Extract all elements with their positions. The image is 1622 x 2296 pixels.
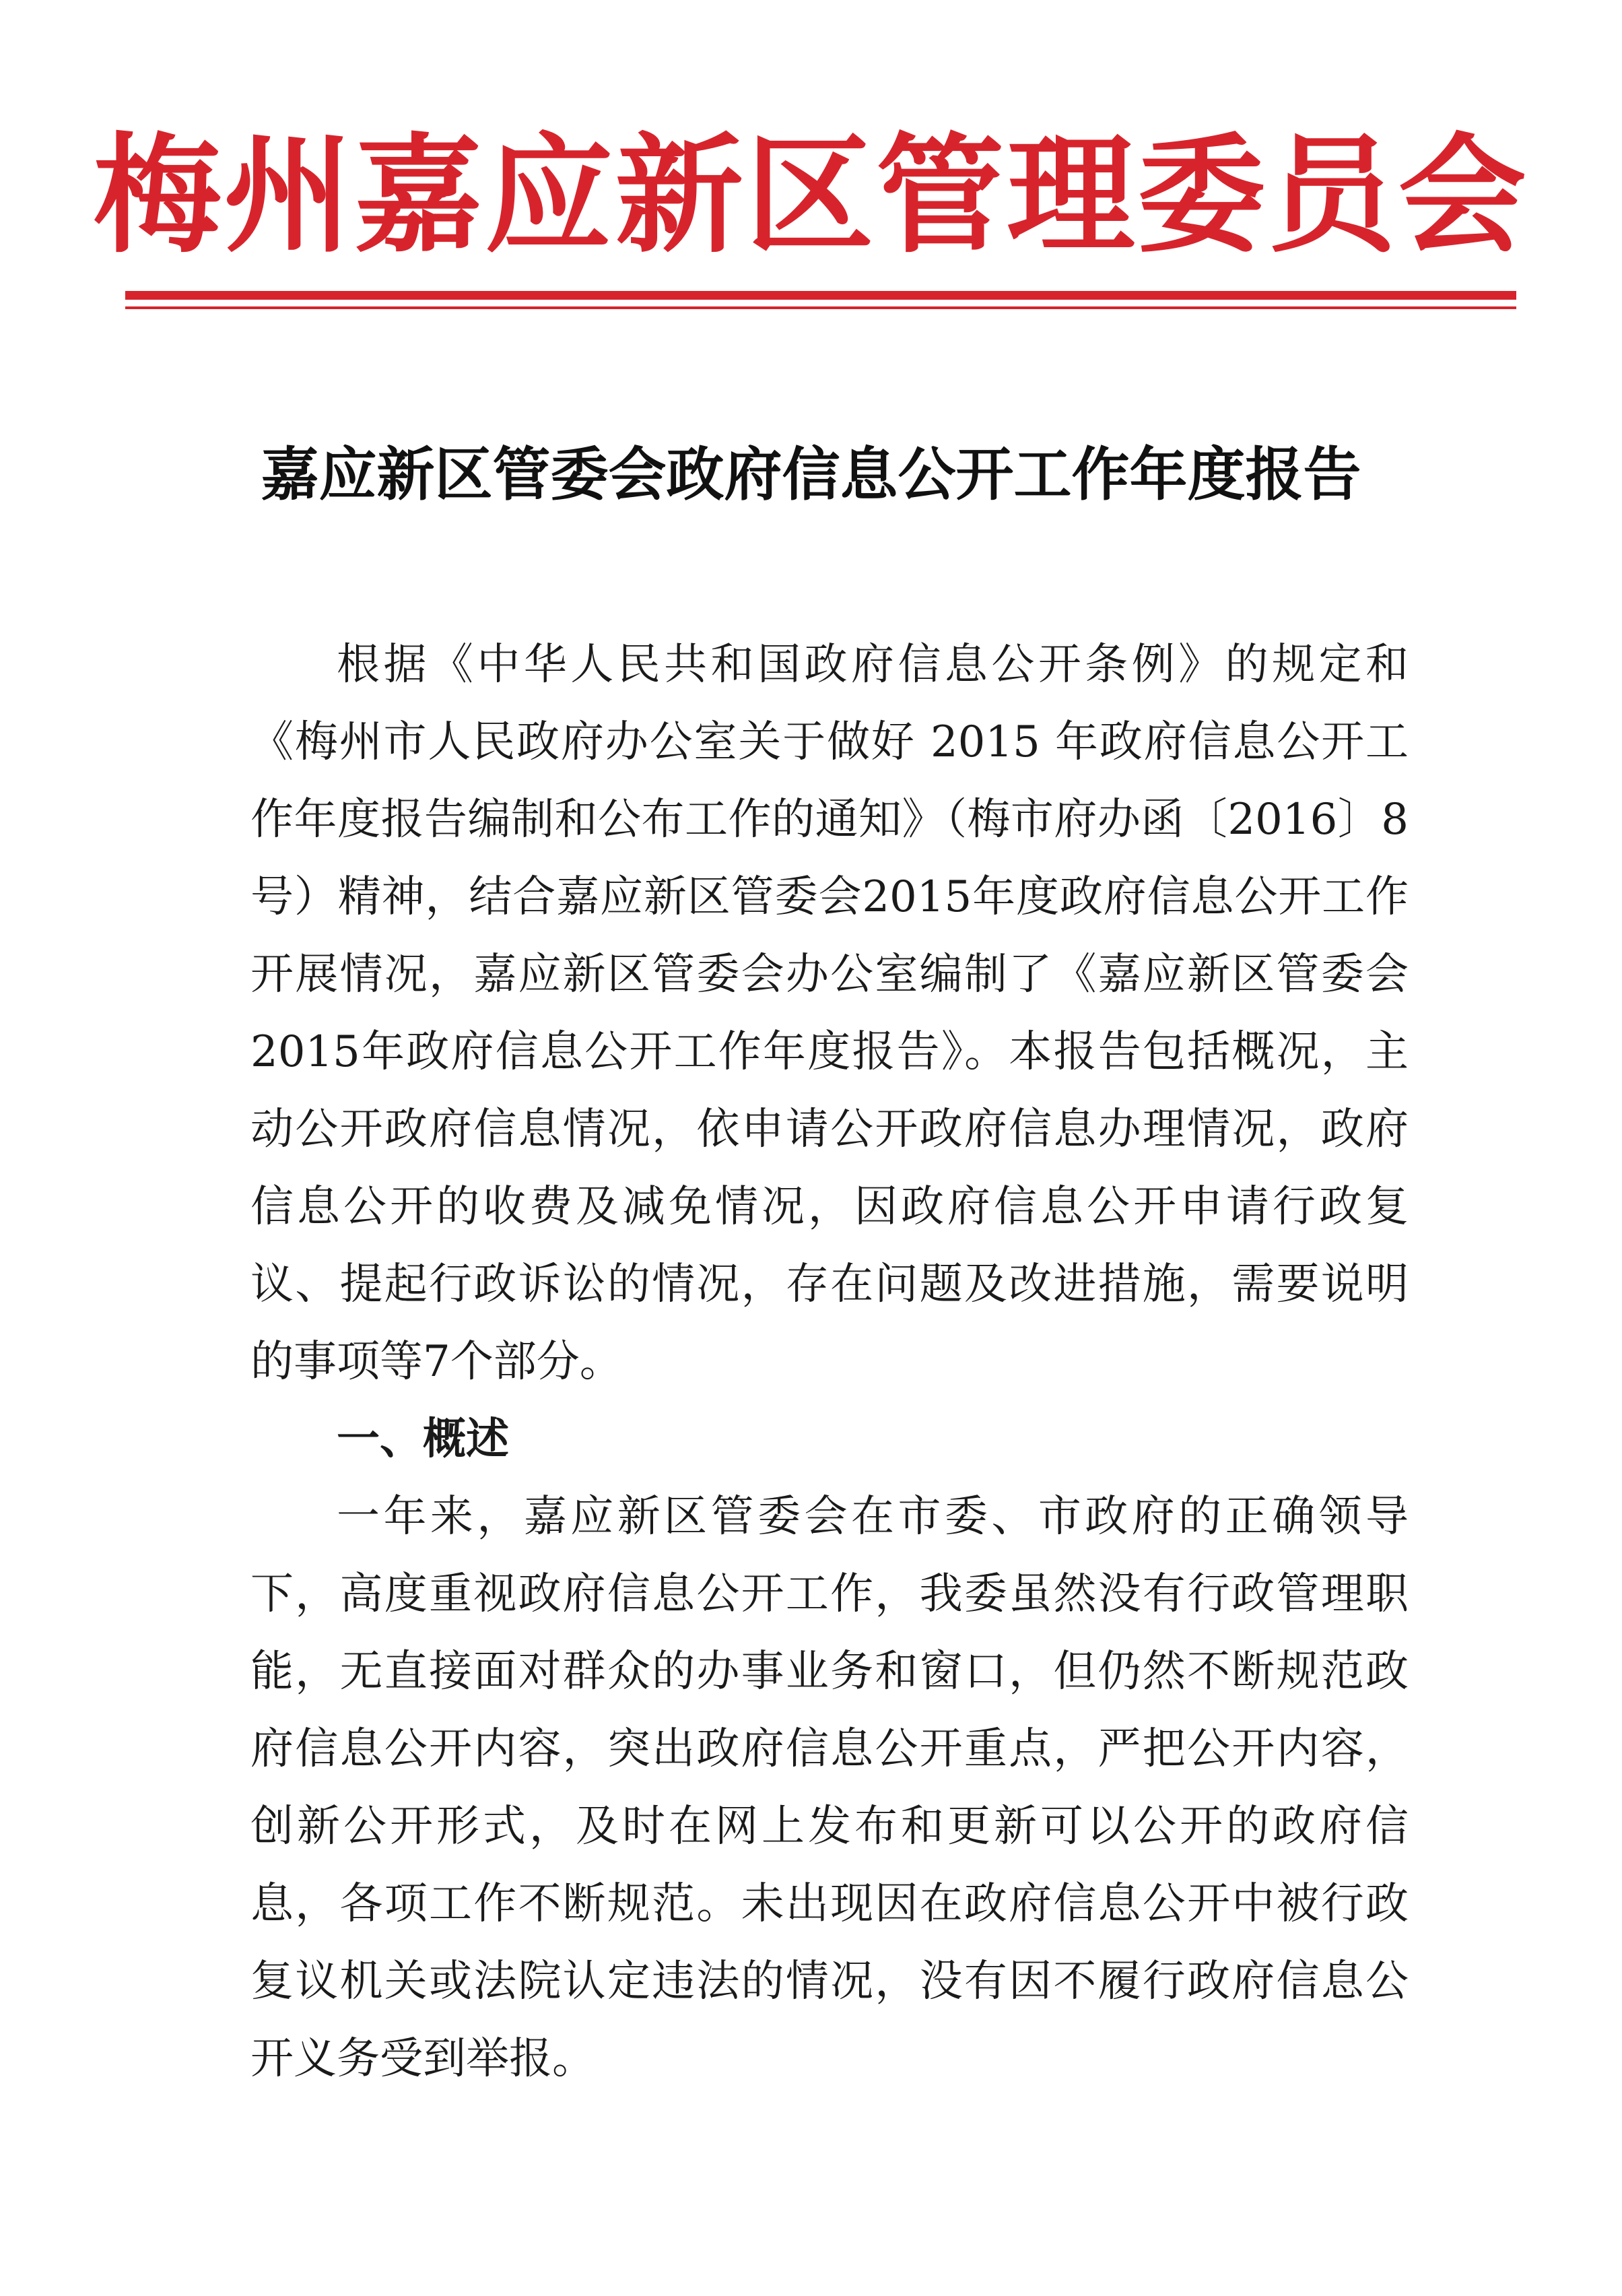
- letterhead-divider-thin: [125, 306, 1516, 309]
- document-body: [250, 626, 1409, 2098]
- document-title: 嘉应新区管委会政府信息公开工作年度报告: [261, 440, 1361, 509]
- section-heading-overview: 一、概述: [337, 1414, 509, 1464]
- letterhead-divider-thick: [125, 291, 1516, 300]
- letterhead-organization: 梅州嘉应新区管理委员会: [93, 120, 1529, 270]
- intro-paragraph: 根据《中华人民共和国政府信息公开条例》的规定和《梅州市人民政府办公室关于做好 2015 年政府信息公开工作年度报告编制和公布工作的通知》（梅市府办函〔2016〕8 号）精神，结合嘉应新区管委会2015年度政府信息公开工作开展情况，嘉应新区管委会办公室编制了《嘉应新区管委会2015年政府信息公开工作年度报告》。本报告包括概况，主动公开政府信息情况，依申请公开政府信息办理情况，政府信息公开的收费及减免情况，因政府信息公开申请行政复议、提起行政诉讼的情况，存在问题及改进措施，需要说明的事项等7个部分。: [250, 640, 1409, 1387]
- overview-paragraph: 一年来，嘉应新区管委会在市委、市政府的正确领导下，高度重视政府信息公开工作，我委虽然没有行政管理职能，无直接面对群众的办事业务和窗口，但仍然不断规范政府信息公开内容，突出政府信息公开重点，严把公开内容，创新公开形式，及时在网上发布和更新可以公开的政府信息，各项工作不断规范。未出现因在政府信息公开中被行政复议机关或法院认定违法的情况，没有因不履行政府信息公开义务受到举报。: [250, 1492, 1409, 2084]
